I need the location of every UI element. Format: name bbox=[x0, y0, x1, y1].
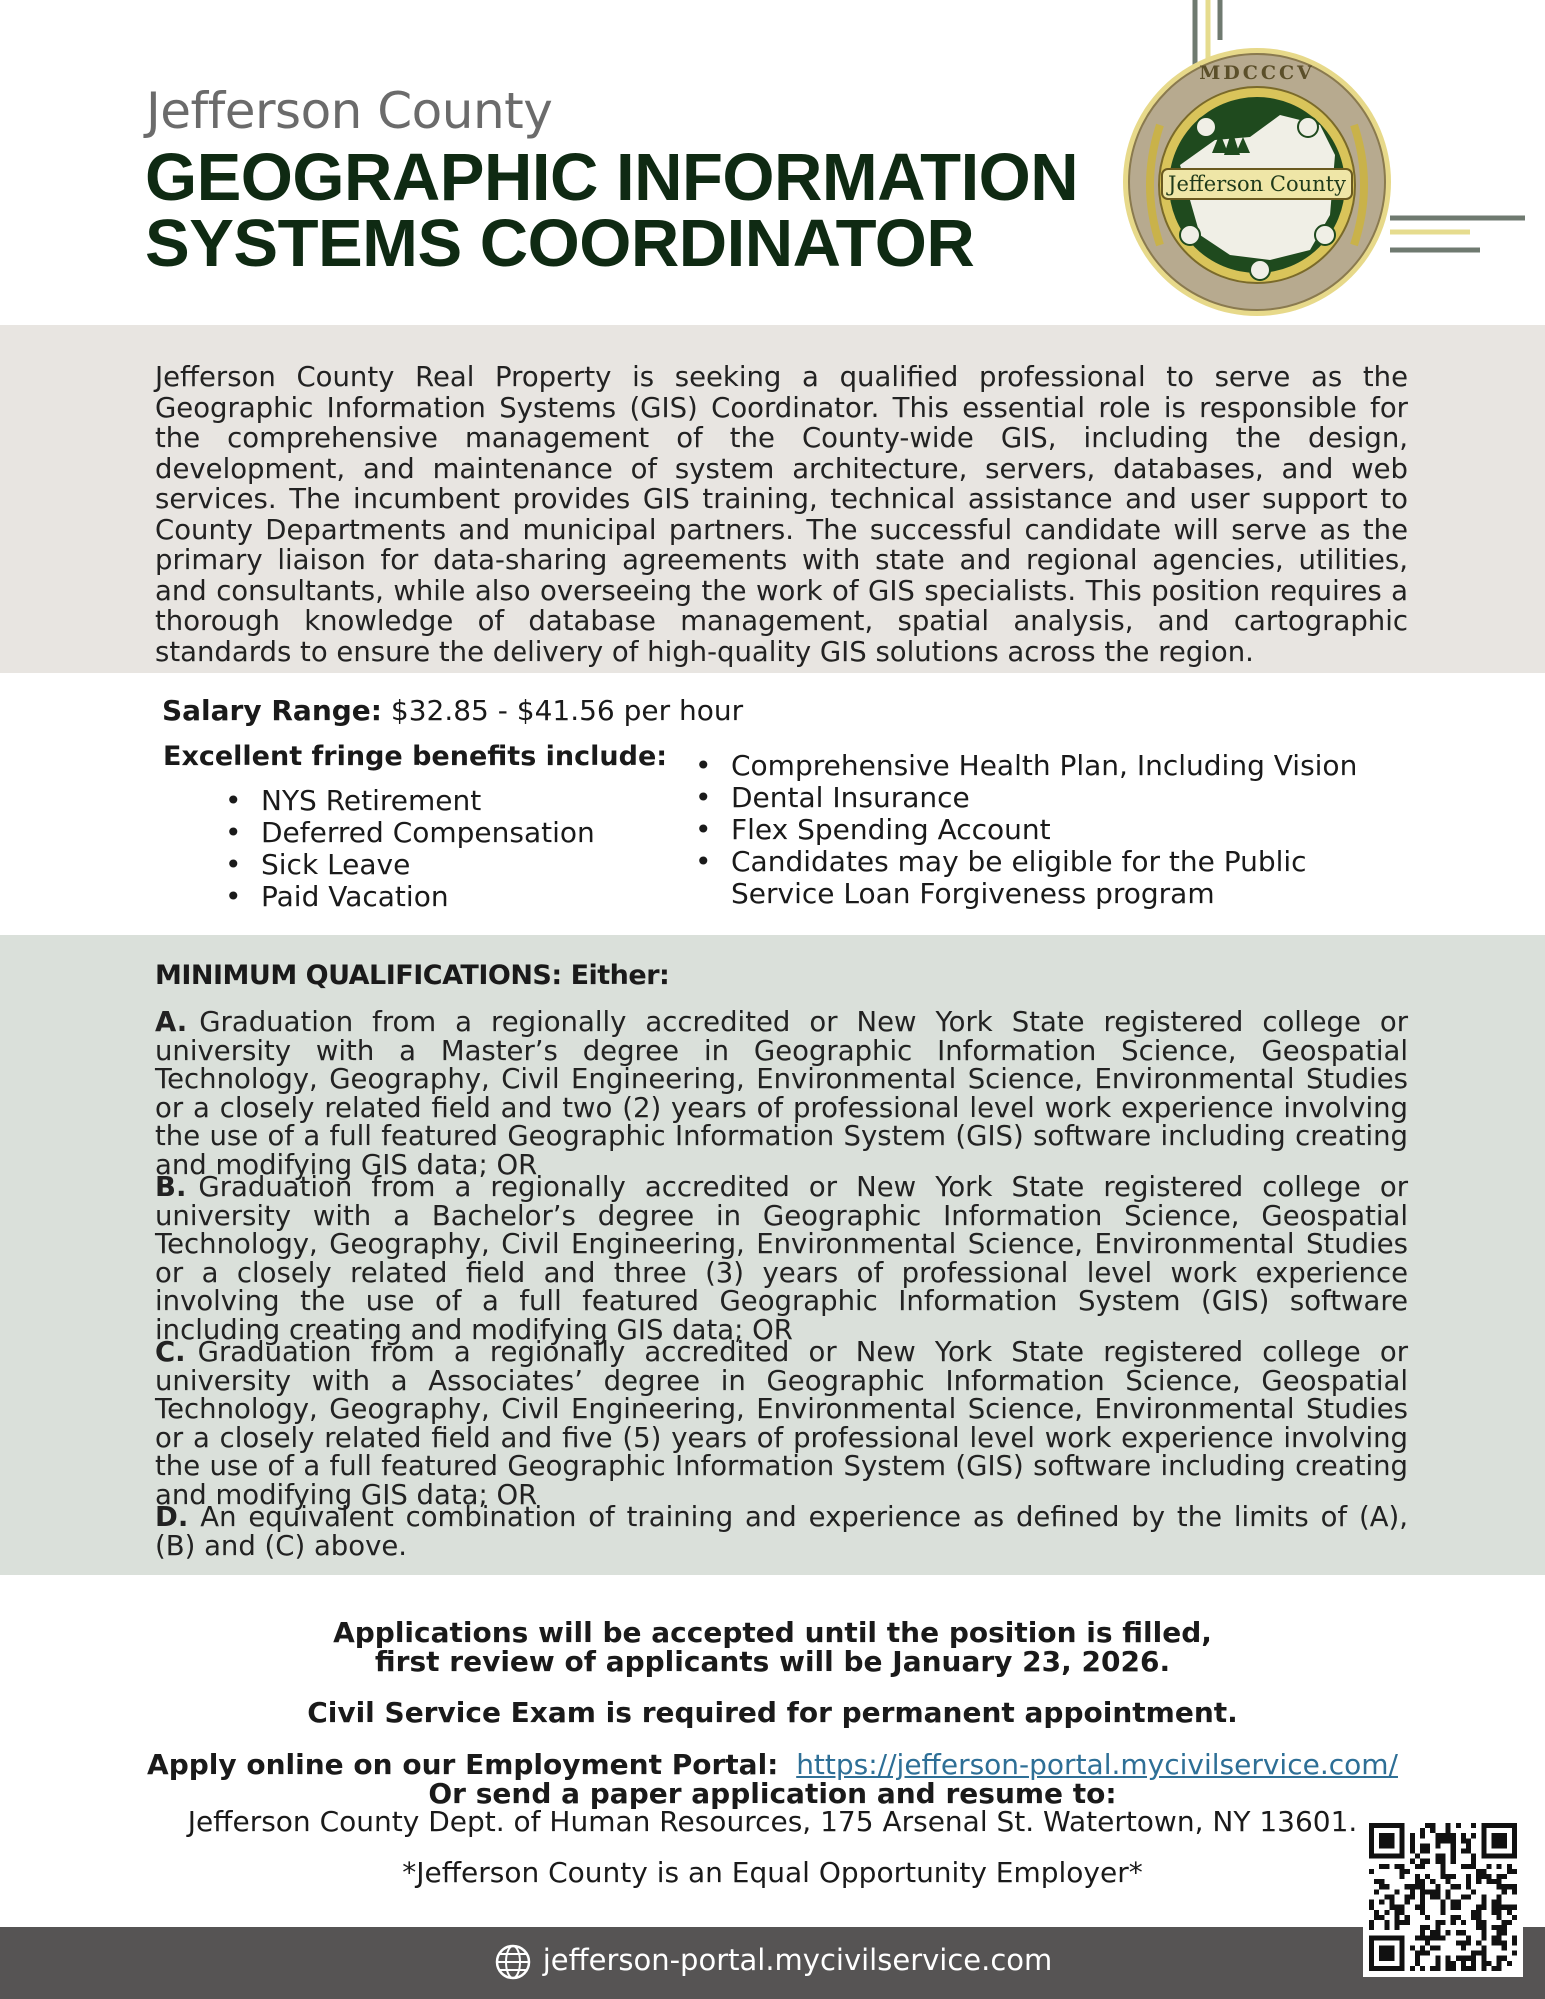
benefits-heading: Excellent fringe benefits include: bbox=[163, 741, 668, 772]
salary-label: Salary Range: bbox=[162, 694, 382, 727]
qualification-letter: A. bbox=[155, 1006, 188, 1038]
qr-code[interactable] bbox=[1363, 1817, 1523, 1977]
seal-motto: MDCCCV bbox=[1199, 62, 1315, 84]
title-line-2: SYSTEMS COORDINATOR bbox=[145, 206, 975, 281]
exam-text: Civil Service Exam is required for permanent appointment. bbox=[307, 1696, 1238, 1729]
footer bbox=[0, 1942, 1545, 1982]
list-item: • Deferred Compensation bbox=[225, 817, 595, 849]
list-item: • Sick Leave bbox=[225, 849, 595, 881]
applications-notice bbox=[0, 1618, 1545, 1676]
title-line-1: GEOGRAPHIC INFORMATION bbox=[145, 140, 1079, 215]
footer-url[interactable]: jefferson-portal.mycivilservice.com bbox=[542, 1943, 1053, 1977]
mailing-address: Jefferson County Dept. of Human Resources, 175 Arsenal St. Watertown, NY 13601. bbox=[187, 1805, 1358, 1838]
apply-label: Apply online on our Employment Portal: bbox=[147, 1748, 779, 1781]
county-name: Jefferson County bbox=[146, 82, 553, 140]
intro-paragraph: Jefferson County Real Property is seeking a qualified professional to serve as the Geographic Information Systems (GIS) Coordinator. This essential role is responsible for the comprehensive management of the County-wide GIS, including the design, development, and maintenance of system architecture, servers, databases, and web services. The incumbent provides GIS training, technical assistance and user support to County Departments and municipal partners. The successful candidate will serve as the primary liaison for data-sharing agreements with state and regional agencies, utilities, and consultants, while also overseeing the work of GIS specialists. This position requires a thorough knowledge of database management, spatial analysis, and cartographic standards to ensure the delivery of high-quality GIS solutions across the region. bbox=[155, 361, 1408, 668]
qualification-b bbox=[155, 1173, 1408, 1344]
benefits-list-right bbox=[695, 750, 1415, 910]
exam-notice bbox=[0, 1698, 1545, 1727]
qualification-text: Graduation from a regionally accredited or New York State registered college or university with a Associates’ degree in Geographic Information Science, Geospatial Technology, Geography, Civil Engineering, Environmental Science, Environmental Studies or a closely related field and five (5) years of professional level work experience involving the use of a full featured Geographic Information System (GIS) software including creating and modifying GIS data; OR bbox=[155, 1336, 1408, 1511]
list-item: • Flex Spending Account bbox=[695, 814, 1415, 846]
paper-application bbox=[0, 1779, 1545, 1808]
qualification-letter: B. bbox=[155, 1171, 187, 1203]
county-seal-icon bbox=[1120, 45, 1395, 320]
qualification-text: Graduation from a regionally accredited or New York State registered college or university with a Bachelor’s degree in Geographic Information Science, Geospatial Technology, Geography, Civil Engineering, Environmental Science, Environmental Studies or a closely related field and three (3) years of professional level work experience involving the use of a full featured Geographic Information System (GIS) software including creating and modifying GIS data; OR bbox=[155, 1171, 1408, 1346]
paper-text: Or send a paper application and resume to: bbox=[428, 1777, 1117, 1810]
applications-line-2: first review of applicants will be January 23, 2026. bbox=[374, 1645, 1171, 1678]
qualification-text: An equivalent combination of training and experience as defined by the limits of (A), (B) and (C) above. bbox=[155, 1501, 1408, 1562]
seal-name: Jefferson County bbox=[1168, 172, 1346, 196]
eoe-statement: *Jefferson County is an Equal Opportunity Employer* bbox=[402, 1856, 1143, 1889]
globe-icon bbox=[493, 1942, 533, 1982]
salary-value: $32.85 - $41.56 per hour bbox=[390, 694, 744, 727]
portal-link[interactable]: https://jefferson-portal.mycivilservice.com/ bbox=[796, 1748, 1398, 1781]
benefits-list-left bbox=[225, 785, 595, 913]
qualifications-heading: MINIMUM QUALIFICATIONS: Either: bbox=[155, 960, 670, 991]
list-item: • Candidates may be eligible for the Public Service Loan Forgiveness program bbox=[695, 846, 1415, 910]
list-item: • NYS Retirement bbox=[225, 785, 595, 817]
qr-code-icon bbox=[1369, 1823, 1517, 1971]
qualification-c bbox=[155, 1338, 1408, 1509]
qualification-d bbox=[155, 1503, 1408, 1560]
apply-online bbox=[0, 1750, 1545, 1779]
header bbox=[0, 0, 1545, 325]
applications-line-1: Applications will be accepted until the position is filled, bbox=[333, 1616, 1212, 1649]
page-title bbox=[145, 140, 1079, 281]
qualification-a bbox=[155, 1008, 1408, 1179]
qualification-letter: D. bbox=[155, 1501, 189, 1533]
qualification-letter: C. bbox=[155, 1336, 186, 1368]
qualification-text: Graduation from a regionally accredited or New York State registered college or university with a Master’s degree in Geographic Information Science, Geospatial Technology, Geography, Civil Engineering, Environmental Science, Environmental Studies or a closely related field and two (2) years of professional level work experience involving the use of a full featured Geographic Information System (GIS) software including creating and modifying GIS data; OR bbox=[155, 1006, 1408, 1181]
list-item: • Comprehensive Health Plan, Including Vision bbox=[695, 750, 1415, 782]
list-item: • Dental Insurance bbox=[695, 782, 1415, 814]
list-item: • Paid Vacation bbox=[225, 881, 595, 913]
salary-range bbox=[162, 694, 743, 727]
